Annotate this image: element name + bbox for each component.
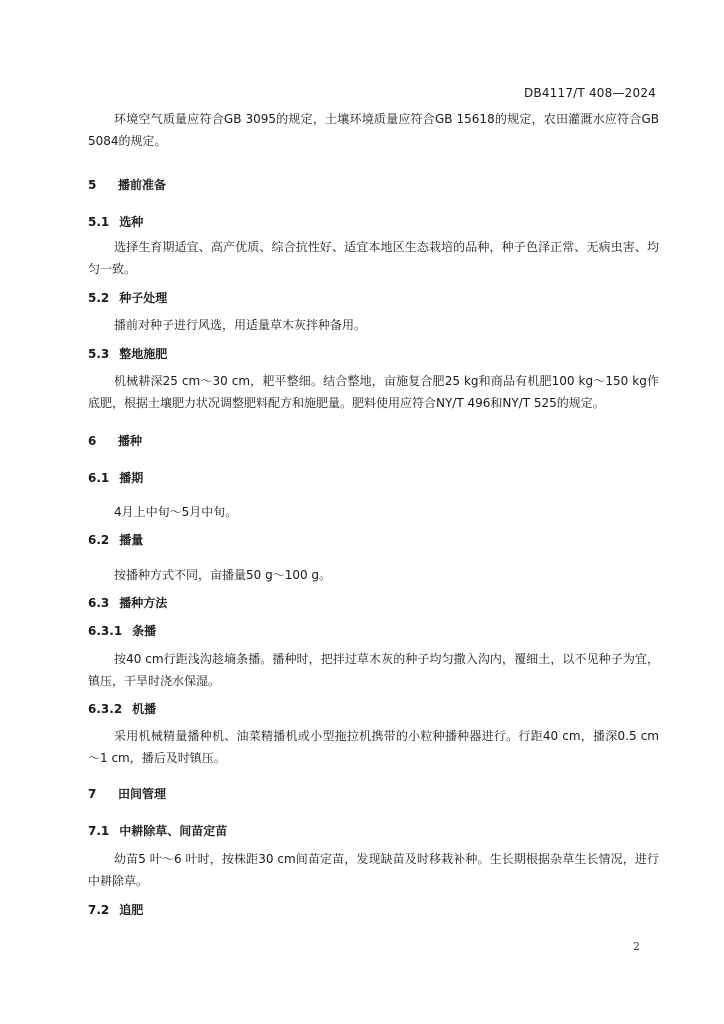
section-number: 5.3 [88, 347, 110, 361]
section-7-heading [88, 785, 166, 803]
paragraph-5-3: 机械耕深25 cm～30 cm，耙平整细。结合整地，亩施复合肥25 kg和商品有机肥100 kg～150 kg作底肥，根据土壤肥力状况调整肥料配方和施肥量。肥料使用应符合NY/T 496和NY/T 525的规定。 [88, 374, 659, 410]
section-number: 7.2 [88, 903, 110, 917]
section-6-1-heading [88, 469, 143, 487]
section-6-2-heading [88, 531, 143, 549]
paragraph-5-2: 播前对种子进行风选，用适量草木灰拌种备用。 [114, 318, 367, 332]
paragraph-5-1: 选择生育期适宜、高产优质、综合抗性好、适宜本地区生态栽培的品种，种子色泽正常、无病虫害、均匀一致。 [88, 240, 659, 276]
section-5-2-heading [88, 289, 167, 307]
section-title: 条播 [132, 624, 157, 638]
section-number: 6.3 [88, 596, 110, 610]
section-number: 5 [88, 178, 97, 192]
page-number: 2 [633, 940, 640, 953]
paragraph-6-3-2: 采用机械精量播种机、油菜精播机或小型拖拉机携带的小粒种播种器进行。行距40 cm，播深0.5 cm～1 cm，播后及时镇压。 [88, 729, 659, 765]
section-title: 选种 [119, 215, 144, 229]
section-6-heading [88, 432, 142, 450]
section-6-3-heading [88, 594, 167, 612]
section-title: 播前准备 [118, 178, 167, 192]
section-title: 播期 [119, 471, 144, 485]
section-title: 中耕除草、间苗定苗 [119, 824, 228, 838]
section-7-2-heading [88, 901, 143, 919]
paragraph-6-1: 4月上中旬～5月中旬。 [114, 505, 238, 519]
section-title: 整地施肥 [119, 347, 168, 361]
section-title: 种子处理 [119, 291, 168, 305]
section-number: 5.2 [88, 291, 110, 305]
section-number: 6.3.2 [88, 702, 123, 716]
section-6-3-1-heading [88, 622, 156, 640]
section-title: 播种 [118, 434, 143, 448]
section-title: 播种方法 [119, 596, 168, 610]
section-5-3-heading [88, 345, 167, 363]
paragraph-6-2: 按播种方式不同，亩播量50 g～100 g。 [114, 568, 332, 582]
section-number: 6.2 [88, 533, 110, 547]
standard-number: DB4117/T 408—2024 [523, 86, 656, 100]
paragraph-environment: 环境空气质量应符合GB 3095的规定，土壤环境质量应符合GB 15618的规定，农田灌溉水应符合GB 5084的规定。 [88, 112, 659, 148]
section-number: 6.3.1 [88, 624, 123, 638]
section-title: 田间管理 [118, 787, 167, 801]
section-5-heading [88, 176, 166, 194]
section-number: 6.1 [88, 471, 110, 485]
section-title: 播量 [119, 533, 144, 547]
section-title: 机播 [132, 702, 157, 716]
section-7-1-heading [88, 822, 227, 840]
section-number: 7.1 [88, 824, 110, 838]
section-title: 追肥 [119, 903, 144, 917]
paragraph-7-1: 幼苗5 叶～6 叶时，按株距30 cm间苗定苗，发现缺苗及时移栽补种。生长期根据杂草生长情况，进行中耕除草。 [88, 852, 659, 888]
section-number: 5.1 [88, 215, 110, 229]
paragraph-6-3-1: 按40 cm行距浅沟趁墒条播。播种时，把拌过草木灰的种子均匀撒入沟内，覆细土，以不见种子为宜，镇压，干旱时浇水保湿。 [88, 652, 659, 688]
section-number: 6 [88, 434, 97, 448]
section-5-1-heading [88, 213, 143, 231]
section-number: 7 [88, 787, 97, 801]
section-6-3-2-heading [88, 700, 156, 718]
